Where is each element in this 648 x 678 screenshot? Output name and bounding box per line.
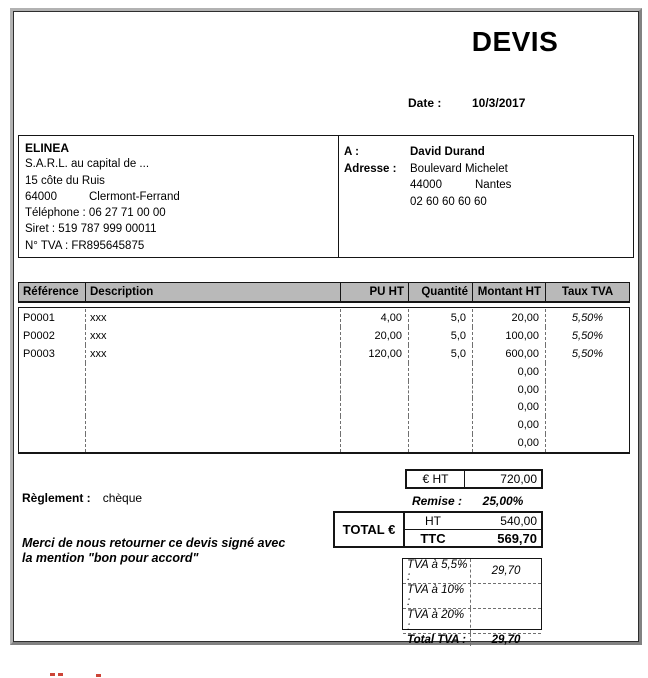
- item-ref: [19, 363, 86, 381]
- document-title: DEVIS: [471, 26, 559, 57]
- total-ht-row: [405, 513, 541, 530]
- item-amount: 0,00: [473, 416, 546, 434]
- company-city: Clermont-Ferrand: [89, 190, 180, 203]
- watermark-fragment: [58, 673, 63, 676]
- vat-total-value: 29,70: [491, 634, 521, 646]
- item-qty: [409, 398, 473, 416]
- items-table-header: [18, 282, 630, 303]
- item-vat-rate: [546, 363, 629, 381]
- item-ref: P0003: [19, 345, 86, 363]
- item-vat-rate: [546, 434, 629, 452]
- item-qty: 5,0: [409, 345, 473, 363]
- company-block: [25, 140, 180, 254]
- vat-total-row: [403, 634, 541, 646]
- signature-note-line2: la mention "bon pour accord": [22, 551, 199, 565]
- item-desc: [86, 416, 341, 434]
- item-pu: [341, 363, 409, 381]
- header-taux-tva: Taux TVA: [561, 286, 614, 298]
- item-qty: [409, 363, 473, 381]
- client-phone-line: [344, 194, 629, 211]
- client-street: Boulevard Michelet: [410, 162, 508, 175]
- total-ht-label: HT: [425, 514, 441, 528]
- item-qty: [409, 434, 473, 452]
- vat-row-10-value: [471, 584, 541, 608]
- item-pu: [341, 381, 409, 399]
- vat-summary-box: [402, 558, 542, 646]
- client-city-line: [344, 177, 629, 194]
- item-qty: [409, 416, 473, 434]
- discount-label: Remise :: [411, 494, 462, 508]
- item-vat-rate: [546, 381, 629, 399]
- company-postal-code: 64000: [25, 190, 57, 203]
- vat-row-10-label: TVA à 10% :: [403, 584, 471, 608]
- item-qty: [409, 381, 473, 399]
- client-name-line: [344, 144, 629, 161]
- header-description: Description: [86, 283, 341, 301]
- client-address-line: [344, 161, 629, 178]
- item-ref: [19, 381, 86, 399]
- date-label: Date :: [408, 96, 442, 110]
- item-amount: 600,00: [473, 345, 546, 363]
- item-pu: 4,00: [341, 309, 409, 327]
- item-ref: [19, 416, 86, 434]
- item-desc: [86, 398, 341, 416]
- item-desc: [86, 381, 341, 399]
- client-phone: 02 60 60 60 60: [410, 195, 487, 208]
- vat-row-55-label: TVA à 5,5% :: [403, 559, 471, 583]
- total-box: [333, 511, 543, 548]
- item-vat-rate: [546, 398, 629, 416]
- header-pu-ht: PU HT: [341, 283, 409, 301]
- client-postal-code: 44000: [410, 179, 442, 191]
- item-pu: 120,00: [341, 345, 409, 363]
- payment-label: Règlement :: [22, 491, 91, 505]
- item-desc: [86, 434, 341, 452]
- company-street: 15 côte du Ruis: [25, 174, 105, 187]
- total-ttc-row: [405, 530, 541, 546]
- payment-line: [22, 491, 142, 505]
- vat-row-55-value: 29,70: [491, 565, 521, 577]
- client-name: David Durand: [410, 146, 485, 158]
- signature-note-line1: Merci de nous retourner ce devis signé avec: [22, 536, 286, 550]
- item-vat-rate: 5,50%: [571, 329, 604, 342]
- vat-total-label: Total TVA :: [403, 634, 471, 646]
- client-block: [344, 144, 629, 210]
- total-ttc-value: 569,70: [497, 530, 537, 546]
- subtotal-ht-label: € HT: [407, 471, 465, 487]
- item-qty: 5,0: [409, 327, 473, 345]
- client-to-label: A :: [344, 146, 359, 158]
- vat-row-10: [403, 584, 541, 609]
- item-pu: [341, 398, 409, 416]
- item-vat-rate: [546, 416, 629, 434]
- payment-value: chèque: [102, 491, 143, 505]
- company-city-line: [25, 189, 180, 205]
- item-desc: xxx: [86, 345, 341, 363]
- item-desc: xxx: [86, 327, 341, 345]
- item-pu: [341, 416, 409, 434]
- item-amount: 0,00: [473, 381, 546, 399]
- date-value: 10/3/2017: [472, 96, 526, 110]
- header-montant-ht: Montant HT: [473, 283, 546, 301]
- client-city: Nantes: [475, 179, 512, 191]
- item-ref: P0002: [19, 327, 86, 345]
- item-amount: 0,00: [473, 398, 546, 416]
- total-ttc-label: TTC: [420, 530, 446, 546]
- item-qty: 5,0: [409, 309, 473, 327]
- item-pu: [341, 434, 409, 452]
- item-vat-rate: 5,50%: [571, 347, 604, 360]
- total-ht-value: 540,00: [500, 514, 537, 528]
- vat-row-20: [403, 609, 541, 634]
- client-address-label: Adresse :: [344, 162, 397, 175]
- subtotal-ht-value: 720,00: [500, 472, 537, 486]
- parties-divider: [338, 136, 339, 257]
- company-vat-number: N° TVA : FR895645875: [25, 239, 145, 252]
- item-amount: 20,00: [473, 309, 546, 327]
- item-ref: P0001: [19, 309, 86, 327]
- vat-row-20-value: [471, 609, 541, 633]
- item-desc: xxx: [86, 309, 341, 327]
- company-siret: Siret : 519 787 999 00011: [25, 223, 157, 236]
- header-quantite: Quantité: [409, 283, 473, 301]
- vat-row-20-label: TVA à 20% :: [403, 609, 471, 633]
- item-vat-rate: 5,50%: [571, 311, 604, 324]
- watermark-fragment: [50, 673, 55, 676]
- item-ref: [19, 398, 86, 416]
- company-phone: Téléphone : 06 27 71 00 00: [25, 207, 166, 220]
- company-legal: S.A.R.L. au capital de ...: [25, 158, 150, 171]
- header-reference: Référence: [19, 283, 86, 301]
- signature-note: [22, 536, 285, 566]
- vat-row-55: [403, 559, 541, 584]
- item-ref: [19, 434, 86, 452]
- watermark-fragment: [96, 674, 101, 677]
- total-label: TOTAL €: [335, 513, 405, 546]
- subtotal-ht-box: [405, 469, 543, 489]
- company-name: ELINEA: [25, 141, 70, 155]
- item-pu: 20,00: [341, 327, 409, 345]
- items-table-body: [18, 307, 630, 454]
- item-desc: [86, 363, 341, 381]
- parties-section: [18, 135, 634, 258]
- discount-value: 25,00%: [482, 494, 524, 508]
- item-amount: 100,00: [473, 327, 546, 345]
- item-amount: 0,00: [473, 434, 546, 452]
- item-amount: 0,00: [473, 363, 546, 381]
